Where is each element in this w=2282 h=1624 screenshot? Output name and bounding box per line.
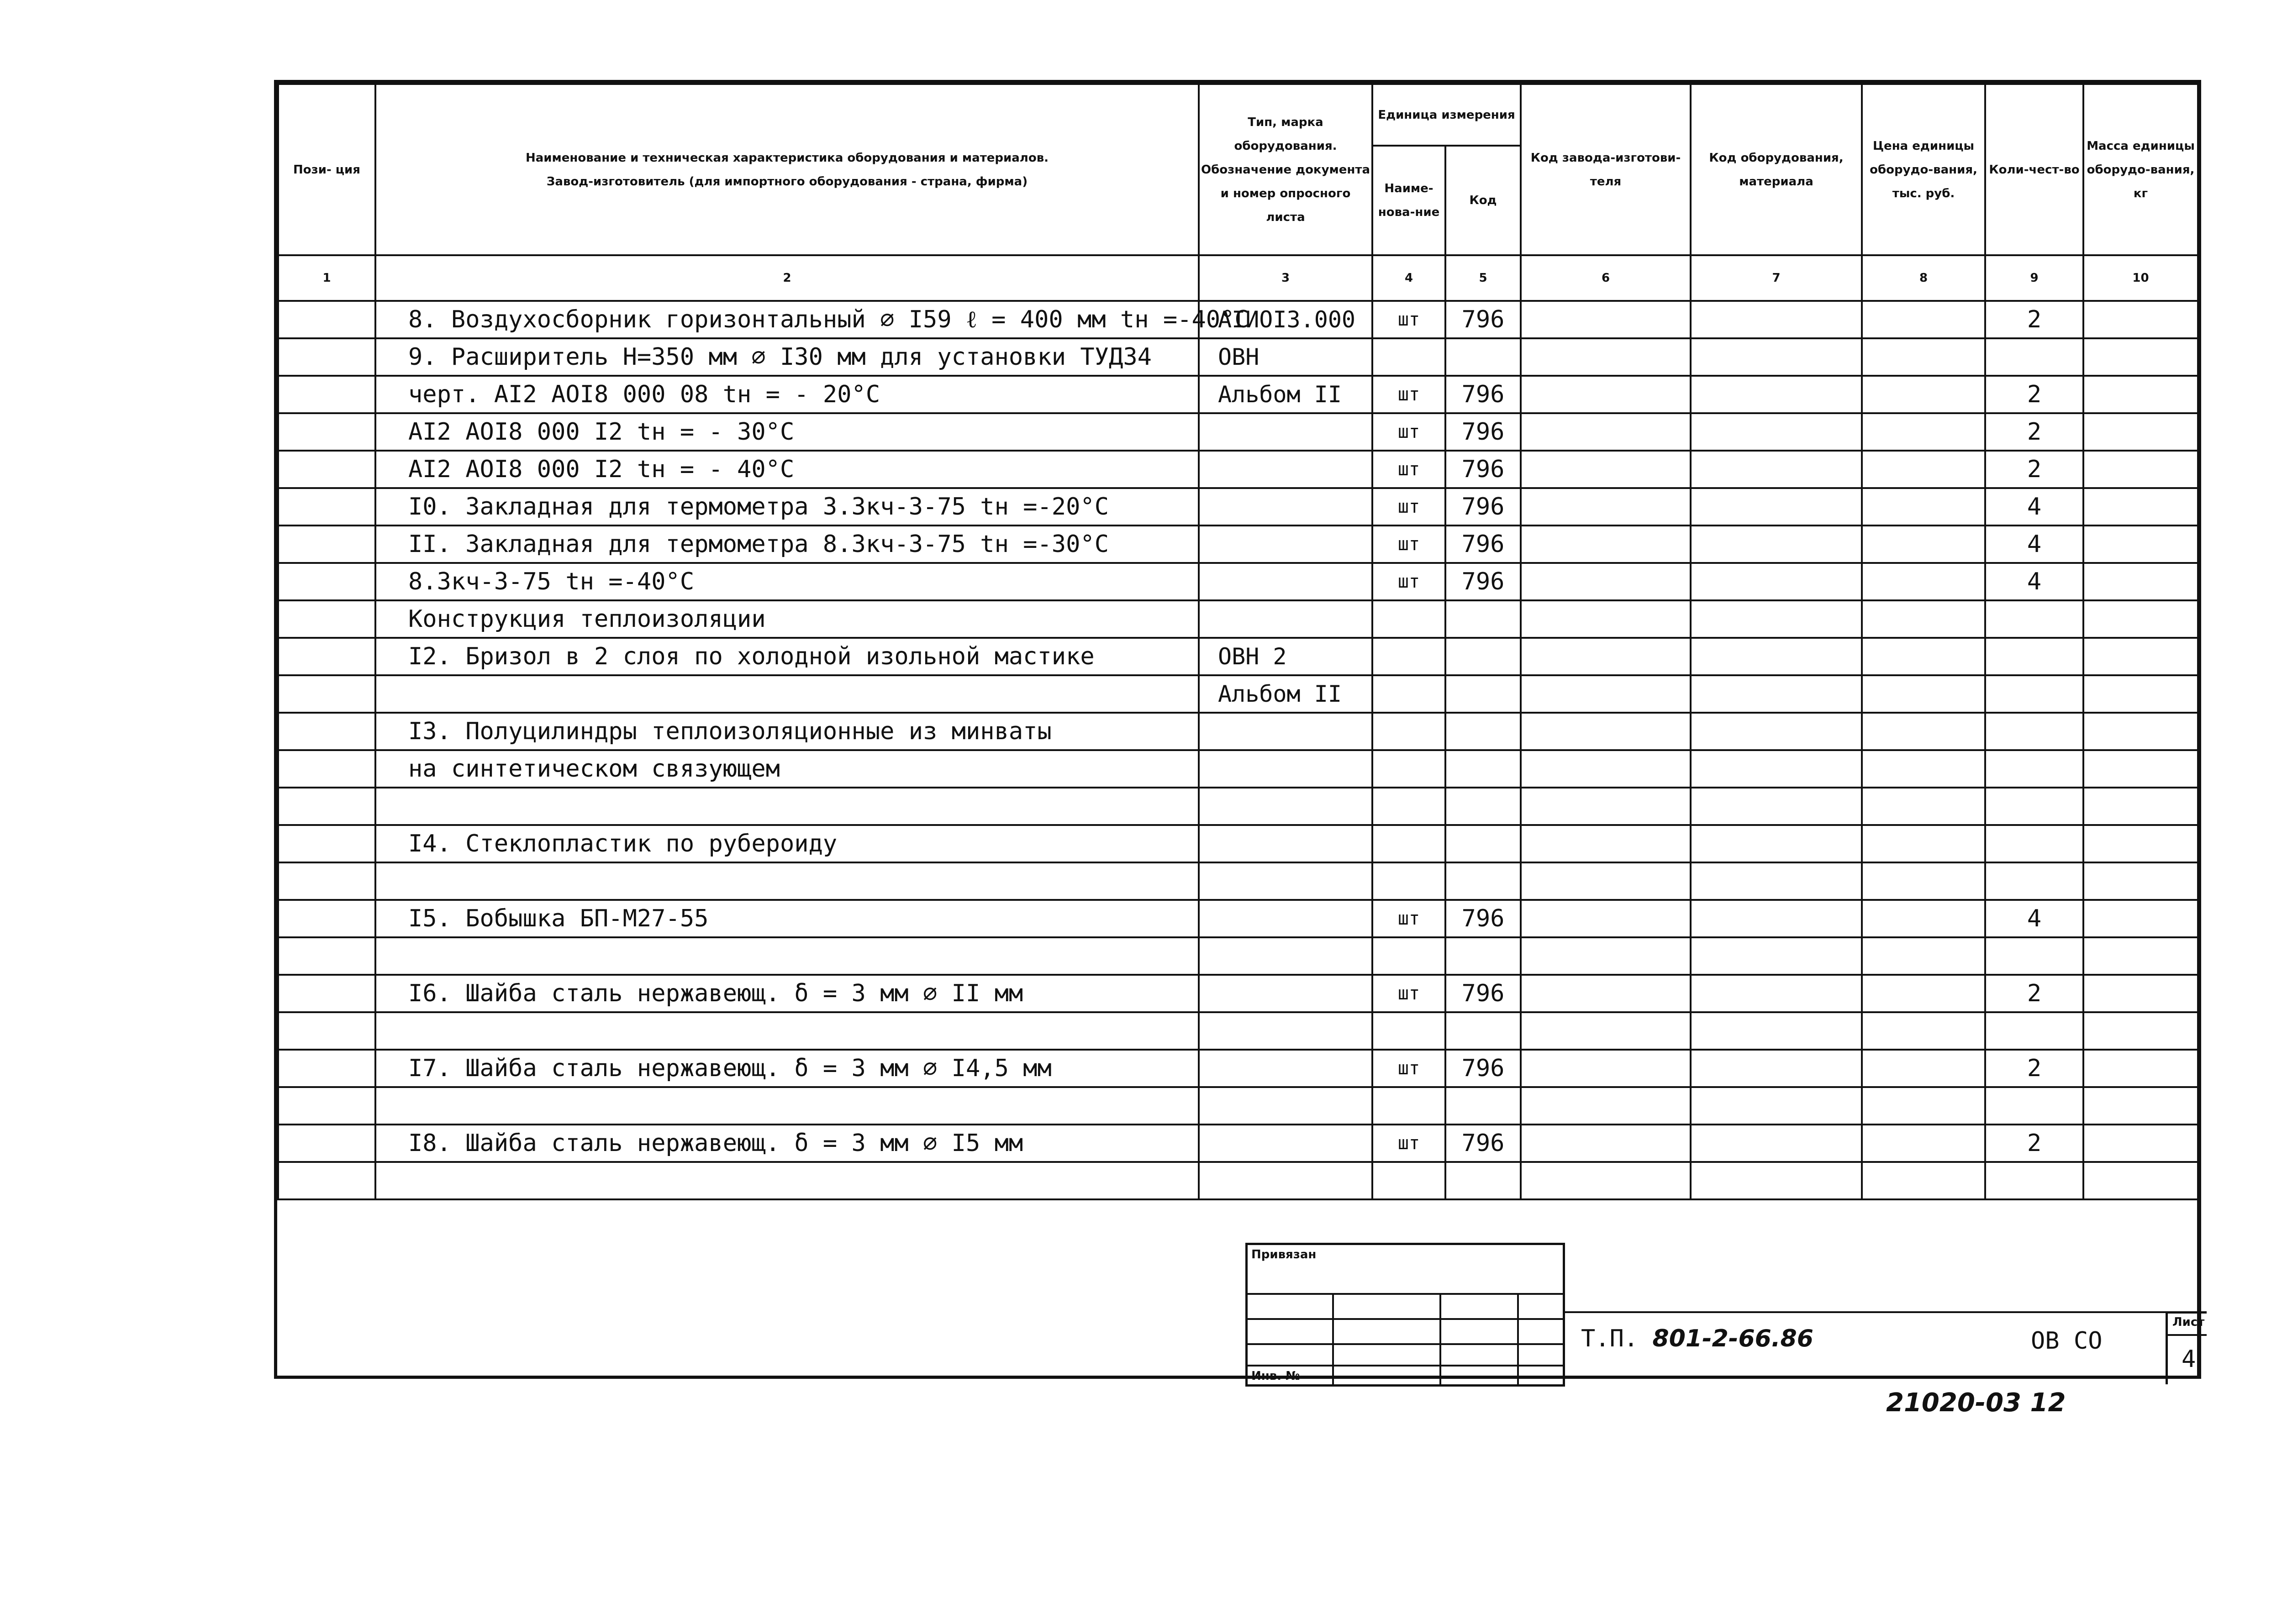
- column-number: 1: [278, 255, 375, 301]
- table-row: [278, 451, 2198, 488]
- header-position: Пози- ция: [278, 84, 375, 255]
- factory-code-cell: [1521, 675, 1691, 713]
- unit-name-cell: шт: [1372, 526, 1445, 563]
- quantity-cell: [1985, 338, 2083, 376]
- table-row: [278, 563, 2198, 600]
- header-quantity: Коли-чест-во: [1985, 84, 2083, 255]
- item-name-cell: I8. Шайба сталь нержавеющ. δ = 3 мм ∅ I5 мм: [375, 1125, 1199, 1162]
- price-cell: [1862, 1162, 1985, 1199]
- table-row: [278, 1125, 2198, 1162]
- item-name-cell: I4. Стеклопластик по рубероиду: [375, 825, 1199, 862]
- unit-code-cell: [1445, 600, 1521, 638]
- position-cell: [278, 1012, 375, 1050]
- mass-cell: [2083, 526, 2198, 563]
- item-type-cell: [1199, 526, 1372, 563]
- factory-code-cell: [1521, 526, 1691, 563]
- price-cell: [1862, 1087, 1985, 1125]
- table-row: [278, 825, 2198, 862]
- equipment-code-cell: [1691, 862, 1862, 900]
- unit-code-cell: [1445, 1162, 1521, 1199]
- unit-code-cell: 796: [1445, 1125, 1521, 1162]
- unit-code-cell: 796: [1445, 413, 1521, 451]
- price-cell: [1862, 675, 1985, 713]
- item-type-cell: [1199, 937, 1372, 975]
- table-row: [278, 788, 2198, 825]
- item-type-cell: [1199, 975, 1372, 1012]
- column-number: 5: [1445, 255, 1521, 301]
- item-type-cell: [1199, 862, 1372, 900]
- column-numbers-row: [278, 255, 2198, 301]
- quantity-cell: [1985, 1087, 2083, 1125]
- item-type-cell: ОВН 2: [1199, 638, 1372, 675]
- item-name-cell: АI2 АОI8 000 I2 tн = - 40°C: [375, 451, 1199, 488]
- factory-code-cell: [1521, 413, 1691, 451]
- mass-cell: [2083, 900, 2198, 937]
- table-row: [278, 862, 2198, 900]
- equipment-code-cell: [1691, 488, 1862, 526]
- price-cell: [1862, 900, 1985, 937]
- quantity-cell: [1985, 862, 2083, 900]
- item-name-cell: I2. Бризол в 2 слоя по холодной изольной мастике: [375, 638, 1199, 675]
- item-name-cell: [375, 675, 1199, 713]
- position-cell: [278, 526, 375, 563]
- factory-code-cell: [1521, 488, 1691, 526]
- mass-cell: [2083, 788, 2198, 825]
- price-cell: [1862, 488, 1985, 526]
- factory-code-cell: [1521, 338, 1691, 376]
- table-body: [278, 301, 2198, 1199]
- quantity-cell: 4: [1985, 488, 2083, 526]
- price-cell: [1862, 825, 1985, 862]
- equipment-code-cell: [1691, 825, 1862, 862]
- item-type-cell: [1199, 488, 1372, 526]
- position-cell: [278, 675, 375, 713]
- sheet-number-box: [2166, 1311, 2207, 1384]
- table-row: [278, 937, 2198, 975]
- item-name-cell: 8. Воздухосборник горизонтальный ∅ I59 ℓ = 400 мм tн =-40°C: [375, 301, 1199, 338]
- sheet-type: ОВ СО: [2031, 1327, 2103, 1355]
- unit-name-cell: [1372, 750, 1445, 788]
- unit-name-cell: шт: [1372, 413, 1445, 451]
- equipment-code-cell: [1691, 713, 1862, 750]
- header-unit-name: Наиме-нова-ние: [1372, 146, 1445, 255]
- unit-code-cell: 796: [1445, 451, 1521, 488]
- mass-cell: [2083, 1050, 2198, 1087]
- item-type-cell: [1199, 1162, 1372, 1199]
- item-type-cell: [1199, 413, 1372, 451]
- archive-code: 21020-03 12: [1886, 1388, 2066, 1418]
- item-type-cell: [1199, 1125, 1372, 1162]
- item-type-cell: ОВН: [1199, 338, 1372, 376]
- unit-code-cell: [1445, 1012, 1521, 1050]
- quantity-cell: 4: [1985, 900, 2083, 937]
- unit-name-cell: [1372, 675, 1445, 713]
- mass-cell: [2083, 451, 2198, 488]
- unit-code-cell: 796: [1445, 301, 1521, 338]
- table-row: [278, 338, 2198, 376]
- column-number: 8: [1862, 255, 1985, 301]
- quantity-cell: [1985, 675, 2083, 713]
- equipment-code-cell: [1691, 900, 1862, 937]
- item-name-cell: на синтетическом связующем: [375, 750, 1199, 788]
- equipment-code-cell: [1691, 338, 1862, 376]
- unit-name-cell: [1372, 338, 1445, 376]
- unit-code-cell: [1445, 862, 1521, 900]
- mass-cell: [2083, 413, 2198, 451]
- unit-name-cell: [1372, 638, 1445, 675]
- unit-name-cell: шт: [1372, 1050, 1445, 1087]
- header-equipment-code: Код оборудования, материала: [1691, 84, 1862, 255]
- price-cell: [1862, 862, 1985, 900]
- quantity-cell: [1985, 750, 2083, 788]
- item-name-cell: [375, 862, 1199, 900]
- item-name-cell: I6. Шайба сталь нержавеющ. δ = 3 мм ∅ II мм: [375, 975, 1199, 1012]
- item-type-cell: [1199, 1087, 1372, 1125]
- factory-code-cell: [1521, 937, 1691, 975]
- position-cell: [278, 750, 375, 788]
- unit-name-cell: шт: [1372, 1125, 1445, 1162]
- privyazan-label: Привязан: [1251, 1248, 1317, 1261]
- mass-cell: [2083, 376, 2198, 413]
- unit-code-cell: 796: [1445, 1050, 1521, 1087]
- price-cell: [1862, 788, 1985, 825]
- table-row: [278, 1012, 2198, 1050]
- table-row: [278, 1087, 2198, 1125]
- mass-cell: [2083, 675, 2198, 713]
- title-block-line: [1565, 1311, 2168, 1313]
- position-cell: [278, 488, 375, 526]
- quantity-cell: 2: [1985, 451, 2083, 488]
- unit-name-cell: шт: [1372, 975, 1445, 1012]
- item-name-cell: АI2 АОI8 000 I2 tн = - 30°C: [375, 413, 1199, 451]
- quantity-cell: 2: [1985, 975, 2083, 1012]
- column-number: 10: [2083, 255, 2198, 301]
- unit-name-cell: [1372, 600, 1445, 638]
- sheet-label: Лист: [2172, 1315, 2205, 1329]
- item-type-cell: Альбом II: [1199, 675, 1372, 713]
- quantity-cell: [1985, 638, 2083, 675]
- document-code: Т.П. 801-2-66.86: [1581, 1325, 1813, 1352]
- item-name-cell: черт. АI2 АОI8 000 08 tн = - 20°C: [375, 376, 1199, 413]
- quantity-cell: 2: [1985, 413, 2083, 451]
- equipment-code-cell: [1691, 638, 1862, 675]
- item-name-cell: [375, 1087, 1199, 1125]
- unit-code-cell: 796: [1445, 488, 1521, 526]
- position-cell: [278, 788, 375, 825]
- equipment-code-cell: [1691, 788, 1862, 825]
- equipment-code-cell: [1691, 1162, 1862, 1199]
- mass-cell: [2083, 825, 2198, 862]
- position-cell: [278, 1125, 375, 1162]
- position-cell: [278, 1087, 375, 1125]
- equipment-code-cell: [1691, 1012, 1862, 1050]
- item-name-cell: I3. Полуцилиндры теплоизоляционные из минваты: [375, 713, 1199, 750]
- price-cell: [1862, 301, 1985, 338]
- unit-name-cell: шт: [1372, 900, 1445, 937]
- column-number: 4: [1372, 255, 1445, 301]
- position-cell: [278, 376, 375, 413]
- item-type-cell: [1199, 563, 1372, 600]
- factory-code-cell: [1521, 600, 1691, 638]
- unit-name-cell: шт: [1372, 488, 1445, 526]
- factory-code-cell: [1521, 1050, 1691, 1087]
- unit-name-cell: [1372, 788, 1445, 825]
- item-type-cell: [1199, 825, 1372, 862]
- unit-name-cell: шт: [1372, 451, 1445, 488]
- table-row: [278, 900, 2198, 937]
- quantity-cell: 2: [1985, 1050, 2083, 1087]
- mass-cell: [2083, 338, 2198, 376]
- item-name-cell: 9. Расширитель Н=350 мм ∅ I30 мм для установки ТУД34: [375, 338, 1199, 376]
- position-cell: [278, 413, 375, 451]
- unit-name-cell: [1372, 1087, 1445, 1125]
- unit-code-cell: [1445, 638, 1521, 675]
- item-type-cell: [1199, 713, 1372, 750]
- item-name-cell: I5. Бобышка БП-М27-55: [375, 900, 1199, 937]
- price-cell: [1862, 713, 1985, 750]
- equipment-code-cell: [1691, 1050, 1862, 1087]
- factory-code-cell: [1521, 451, 1691, 488]
- column-number: 6: [1521, 255, 1691, 301]
- position-cell: [278, 451, 375, 488]
- mass-cell: [2083, 1125, 2198, 1162]
- unit-name-cell: [1372, 1162, 1445, 1199]
- item-type-cell: Альбом II: [1199, 376, 1372, 413]
- mass-cell: [2083, 1087, 2198, 1125]
- position-cell: [278, 900, 375, 937]
- factory-code-cell: [1521, 750, 1691, 788]
- unit-name-cell: шт: [1372, 301, 1445, 338]
- factory-code-cell: [1521, 825, 1691, 862]
- unit-name-cell: [1372, 1012, 1445, 1050]
- unit-name-cell: [1372, 713, 1445, 750]
- unit-code-cell: 796: [1445, 563, 1521, 600]
- unit-name-cell: шт: [1372, 376, 1445, 413]
- factory-code-cell: [1521, 376, 1691, 413]
- equipment-code-cell: [1691, 563, 1862, 600]
- unit-code-cell: [1445, 825, 1521, 862]
- price-cell: [1862, 937, 1985, 975]
- item-name-cell: I0. Закладная для термометра 3.3кч-3-75 tн =-20°C: [375, 488, 1199, 526]
- equipment-code-cell: [1691, 1087, 1862, 1125]
- factory-code-cell: [1521, 900, 1691, 937]
- mass-cell: [2083, 563, 2198, 600]
- quantity-cell: 4: [1985, 526, 2083, 563]
- price-cell: [1862, 600, 1985, 638]
- price-cell: [1862, 750, 1985, 788]
- unit-code-cell: [1445, 937, 1521, 975]
- price-cell: [1862, 563, 1985, 600]
- mass-cell: [2083, 713, 2198, 750]
- position-cell: [278, 301, 375, 338]
- equipment-code-cell: [1691, 937, 1862, 975]
- equipment-code-cell: [1691, 301, 1862, 338]
- quantity-cell: [1985, 1012, 2083, 1050]
- table-row: [278, 675, 2198, 713]
- header-unit-code: Код: [1445, 146, 1521, 255]
- item-type-cell: [1199, 788, 1372, 825]
- quantity-cell: 4: [1985, 563, 2083, 600]
- quantity-cell: [1985, 788, 2083, 825]
- item-name-cell: II. Закладная для термометра 8.3кч-3-75 tн =-30°C: [375, 526, 1199, 563]
- header-mass: Масса единицы оборудо-вания, кг: [2083, 84, 2198, 255]
- header-name: Наименование и техническая характеристика оборудования и материалов. Завод-изготовитель (для импортного оборудования - страна, фирма): [375, 84, 1199, 255]
- item-name-cell: Конструкция теплоизоляции: [375, 600, 1199, 638]
- table-row: [278, 376, 2198, 413]
- equipment-code-cell: [1691, 750, 1862, 788]
- mass-cell: [2083, 488, 2198, 526]
- unit-code-cell: 796: [1445, 376, 1521, 413]
- header-price: Цена единицы оборудо-вания, тыс. руб.: [1862, 84, 1985, 255]
- price-cell: [1862, 1012, 1985, 1050]
- quantity-cell: [1985, 937, 2083, 975]
- factory-code-cell: [1521, 1162, 1691, 1199]
- unit-code-cell: 796: [1445, 526, 1521, 563]
- equipment-code-cell: [1691, 1125, 1862, 1162]
- drawing-sheet: [274, 80, 2205, 1383]
- mass-cell: [2083, 1012, 2198, 1050]
- header-factory-code: Код завода-изготови-теля: [1521, 84, 1691, 255]
- equipment-code-cell: [1691, 451, 1862, 488]
- item-type-cell: AIИОI3.000: [1199, 301, 1372, 338]
- table-row: [278, 1162, 2198, 1199]
- price-cell: [1862, 338, 1985, 376]
- mass-cell: [2083, 638, 2198, 675]
- column-number: 9: [1985, 255, 2083, 301]
- mass-cell: [2083, 975, 2198, 1012]
- table-row: [278, 301, 2198, 338]
- header-type: Тип, марка оборудования. Обозначение документа и номер опросного листа: [1199, 84, 1372, 255]
- column-number: 7: [1691, 255, 1862, 301]
- equipment-code-cell: [1691, 975, 1862, 1012]
- position-cell: [278, 713, 375, 750]
- factory-code-cell: [1521, 788, 1691, 825]
- position-cell: [278, 600, 375, 638]
- table-row: [278, 750, 2198, 788]
- mass-cell: [2083, 937, 2198, 975]
- unit-code-cell: [1445, 1087, 1521, 1125]
- equipment-code-cell: [1691, 526, 1862, 563]
- table-row: [278, 413, 2198, 451]
- unit-code-cell: [1445, 750, 1521, 788]
- unit-code-cell: 796: [1445, 975, 1521, 1012]
- item-name-cell: 8.3кч-3-75 tн =-40°C: [375, 563, 1199, 600]
- specification-table: [277, 83, 2199, 1200]
- mass-cell: [2083, 600, 2198, 638]
- factory-code-cell: [1521, 563, 1691, 600]
- mass-cell: [2083, 750, 2198, 788]
- factory-code-cell: [1521, 862, 1691, 900]
- price-cell: [1862, 526, 1985, 563]
- quantity-cell: [1985, 825, 2083, 862]
- item-type-cell: [1199, 750, 1372, 788]
- position-cell: [278, 638, 375, 675]
- table-row: [278, 526, 2198, 563]
- item-type-cell: [1199, 451, 1372, 488]
- factory-code-cell: [1521, 1125, 1691, 1162]
- item-name-cell: [375, 1012, 1199, 1050]
- table-row: [278, 1050, 2198, 1087]
- price-cell: [1862, 451, 1985, 488]
- position-cell: [278, 1162, 375, 1199]
- equipment-code-cell: [1691, 413, 1862, 451]
- approval-stamp: [1245, 1243, 1565, 1387]
- position-cell: [278, 825, 375, 862]
- item-name-cell: [375, 788, 1199, 825]
- table-row: [278, 713, 2198, 750]
- equipment-code-cell: [1691, 376, 1862, 413]
- quantity-cell: 2: [1985, 1125, 2083, 1162]
- factory-code-cell: [1521, 638, 1691, 675]
- quantity-cell: [1985, 1162, 2083, 1199]
- column-number: 2: [375, 255, 1199, 301]
- price-cell: [1862, 376, 1985, 413]
- quantity-cell: [1985, 713, 2083, 750]
- factory-code-cell: [1521, 713, 1691, 750]
- item-name-cell: I7. Шайба сталь нержавеющ. δ = 3 мм ∅ I4,5 мм: [375, 1050, 1199, 1087]
- inventory-label: Инв. №: [1251, 1369, 1300, 1383]
- position-cell: [278, 937, 375, 975]
- position-cell: [278, 1050, 375, 1087]
- price-cell: [1862, 1125, 1985, 1162]
- unit-name-cell: [1372, 825, 1445, 862]
- table-row: [278, 600, 2198, 638]
- quantity-cell: 2: [1985, 301, 2083, 338]
- unit-code-cell: [1445, 788, 1521, 825]
- table-row: [278, 488, 2198, 526]
- sheet-number: 4: [2182, 1345, 2196, 1373]
- price-cell: [1862, 413, 1985, 451]
- item-type-cell: [1199, 900, 1372, 937]
- table-row: [278, 975, 2198, 1012]
- price-cell: [1862, 1050, 1985, 1087]
- header-unit: Единица измерения: [1372, 84, 1521, 146]
- unit-code-cell: [1445, 338, 1521, 376]
- quantity-cell: 2: [1985, 376, 2083, 413]
- unit-name-cell: [1372, 862, 1445, 900]
- factory-code-cell: [1521, 975, 1691, 1012]
- unit-code-cell: 796: [1445, 900, 1521, 937]
- price-cell: [1862, 975, 1985, 1012]
- item-name-cell: [375, 937, 1199, 975]
- quantity-cell: [1985, 600, 2083, 638]
- equipment-code-cell: [1691, 675, 1862, 713]
- factory-code-cell: [1521, 1087, 1691, 1125]
- equipment-code-cell: [1691, 600, 1862, 638]
- position-cell: [278, 563, 375, 600]
- mass-cell: [2083, 1162, 2198, 1199]
- position-cell: [278, 338, 375, 376]
- price-cell: [1862, 638, 1985, 675]
- position-cell: [278, 862, 375, 900]
- item-type-cell: [1199, 1050, 1372, 1087]
- unit-code-cell: [1445, 713, 1521, 750]
- item-name-cell: [375, 1162, 1199, 1199]
- mass-cell: [2083, 301, 2198, 338]
- item-type-cell: [1199, 600, 1372, 638]
- column-number: 3: [1199, 255, 1372, 301]
- item-type-cell: [1199, 1012, 1372, 1050]
- table-row: [278, 638, 2198, 675]
- unit-name-cell: шт: [1372, 563, 1445, 600]
- unit-code-cell: [1445, 675, 1521, 713]
- factory-code-cell: [1521, 301, 1691, 338]
- position-cell: [278, 975, 375, 1012]
- mass-cell: [2083, 862, 2198, 900]
- factory-code-cell: [1521, 1012, 1691, 1050]
- unit-name-cell: [1372, 937, 1445, 975]
